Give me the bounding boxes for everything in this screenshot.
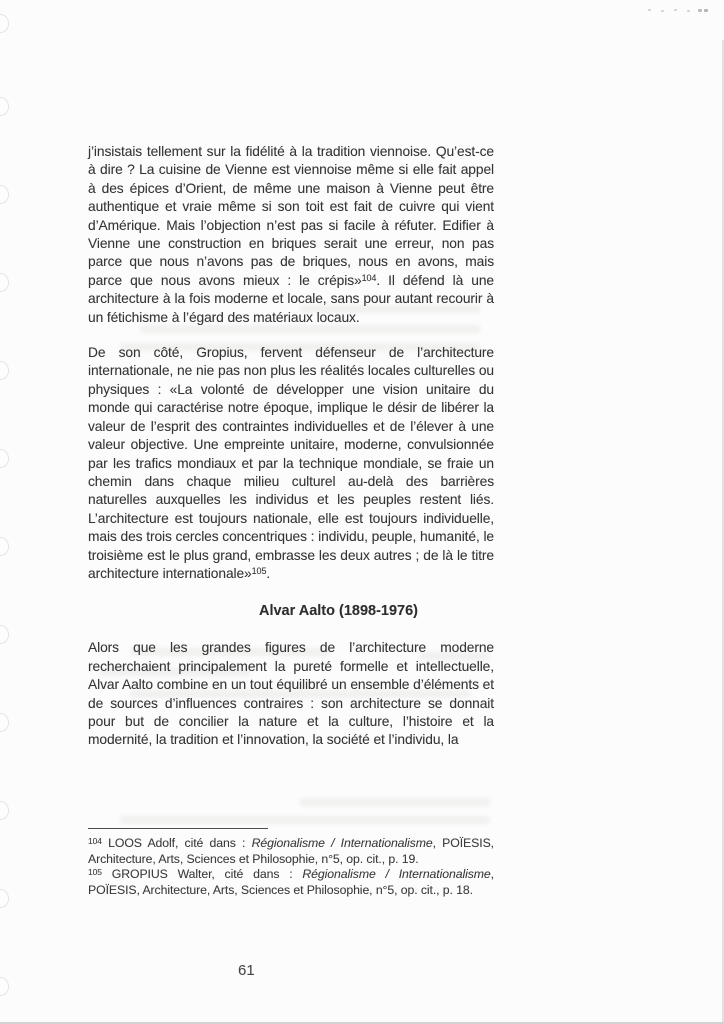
footnote-104: $^{104}$ LOOS Adolf, cité dans : Régionalisme / Internationalisme, POÏESIS, Architecture, Arts, Sciences et Philosophie, n°5, op. cit., p. 19. <box>88 836 495 866</box>
footnote-separator <box>88 828 268 829</box>
noise-dot <box>648 9 651 11</box>
binding-hole-artifact <box>0 801 9 820</box>
bleed-through-artifact <box>120 816 490 824</box>
binding-hole-artifact <box>0 14 9 33</box>
binding-hole-artifact <box>0 273 9 292</box>
noise-dot <box>704 9 708 12</box>
section-heading: Alvar Aalto (1898-1976) <box>258 603 419 620</box>
footnotes <box>88 828 494 898</box>
paragraph-aalto-intro: Alors que les grandes figures de l’architecture moderne recherchaient principalement la pureté formelle et intellectuelle, Alvar Aalto combine en un tout équilibré un ensemble d’éléments et de sources d’influences contraires : son architecture se donnait pour but de concilier la nature et la culture, l’histoire et la modernité, la tradition et l’innovation, la société et l’individu, la <box>88 640 494 748</box>
binding-hole-artifact <box>0 625 9 644</box>
binding-hole-artifact <box>0 361 9 380</box>
noise-dot <box>674 9 677 11</box>
binding-hole-artifact <box>0 449 9 468</box>
binding-hole-artifact <box>0 977 9 996</box>
binding-hole-artifact <box>0 537 9 556</box>
text-block <box>88 143 494 767</box>
page-number: 61 <box>238 962 255 979</box>
footnote-105: $^{105}$ GROPIUS Walter, cité dans : Régionalisme / Internationalisme, POÏESIS, Architecture, Arts, Sciences et Philosophie, n°5, op. cit., p. 18. <box>88 867 494 897</box>
paragraph-loos-quote: j’insistais tellement sur la fidélité à la tradition viennoise. Qu’est-ce à dire ? La cuisine de Vienne est viennoise même si elle fait appel à des épices d’Orient, de même une maison à Vienne peut être authentique et vraie même si son toit est fait de cuivre qui vient d’Amérique. Mais l’objection n’est pas si facile à réfuter. Edifier à Vienne une construction en briques serait une erreur, non pas parce que nous n’avons pas de briques, nous en avons, mais parce que nous avons mieux : le crépis»$^{104}$. Il défend là une architecture à la fois moderne et locale, sans pour autant recourir à un fétichisme à l’égard des matériaux locaux. <box>88 144 494 325</box>
noise-dot <box>698 9 702 12</box>
binding-hole-artifact <box>0 97 9 116</box>
paragraph-gropius-quote: De son côté, Gropius, fervent défenseur de l’architecture internationale, ne nie pas non plus les réalités locales culturelles ou physiques : «La volonté de développer une vision unitaire du monde qui caractérise notre époque, implique le désir de libérer la valeur de l’esprit des contraintes individuelles et de l’élever à une valeur objective. Une empreinte unitaire, moderne, convulsionnée par les trafics mondiaux et par la technique mondiale, se fraie un chemin dans chaque milieu culturel au-delà des barrières naturelles auxquelles les individus et les peuples restent liés. L’architecture est toujours nationale, elle est toujours individuelle, mais des trois cercles concentriques : individu, peuple, humanité, le troisième est le plus grand, embrasse les deux autres ; de là le titre architecture internationale»$^{105}$. <box>88 345 494 581</box>
noise-dot <box>661 10 664 12</box>
bleed-through-artifact <box>300 798 490 806</box>
binding-hole-artifact <box>0 185 9 204</box>
noise-dot <box>687 10 690 12</box>
binding-hole-artifact <box>0 713 9 732</box>
binding-hole-artifact <box>0 889 9 908</box>
